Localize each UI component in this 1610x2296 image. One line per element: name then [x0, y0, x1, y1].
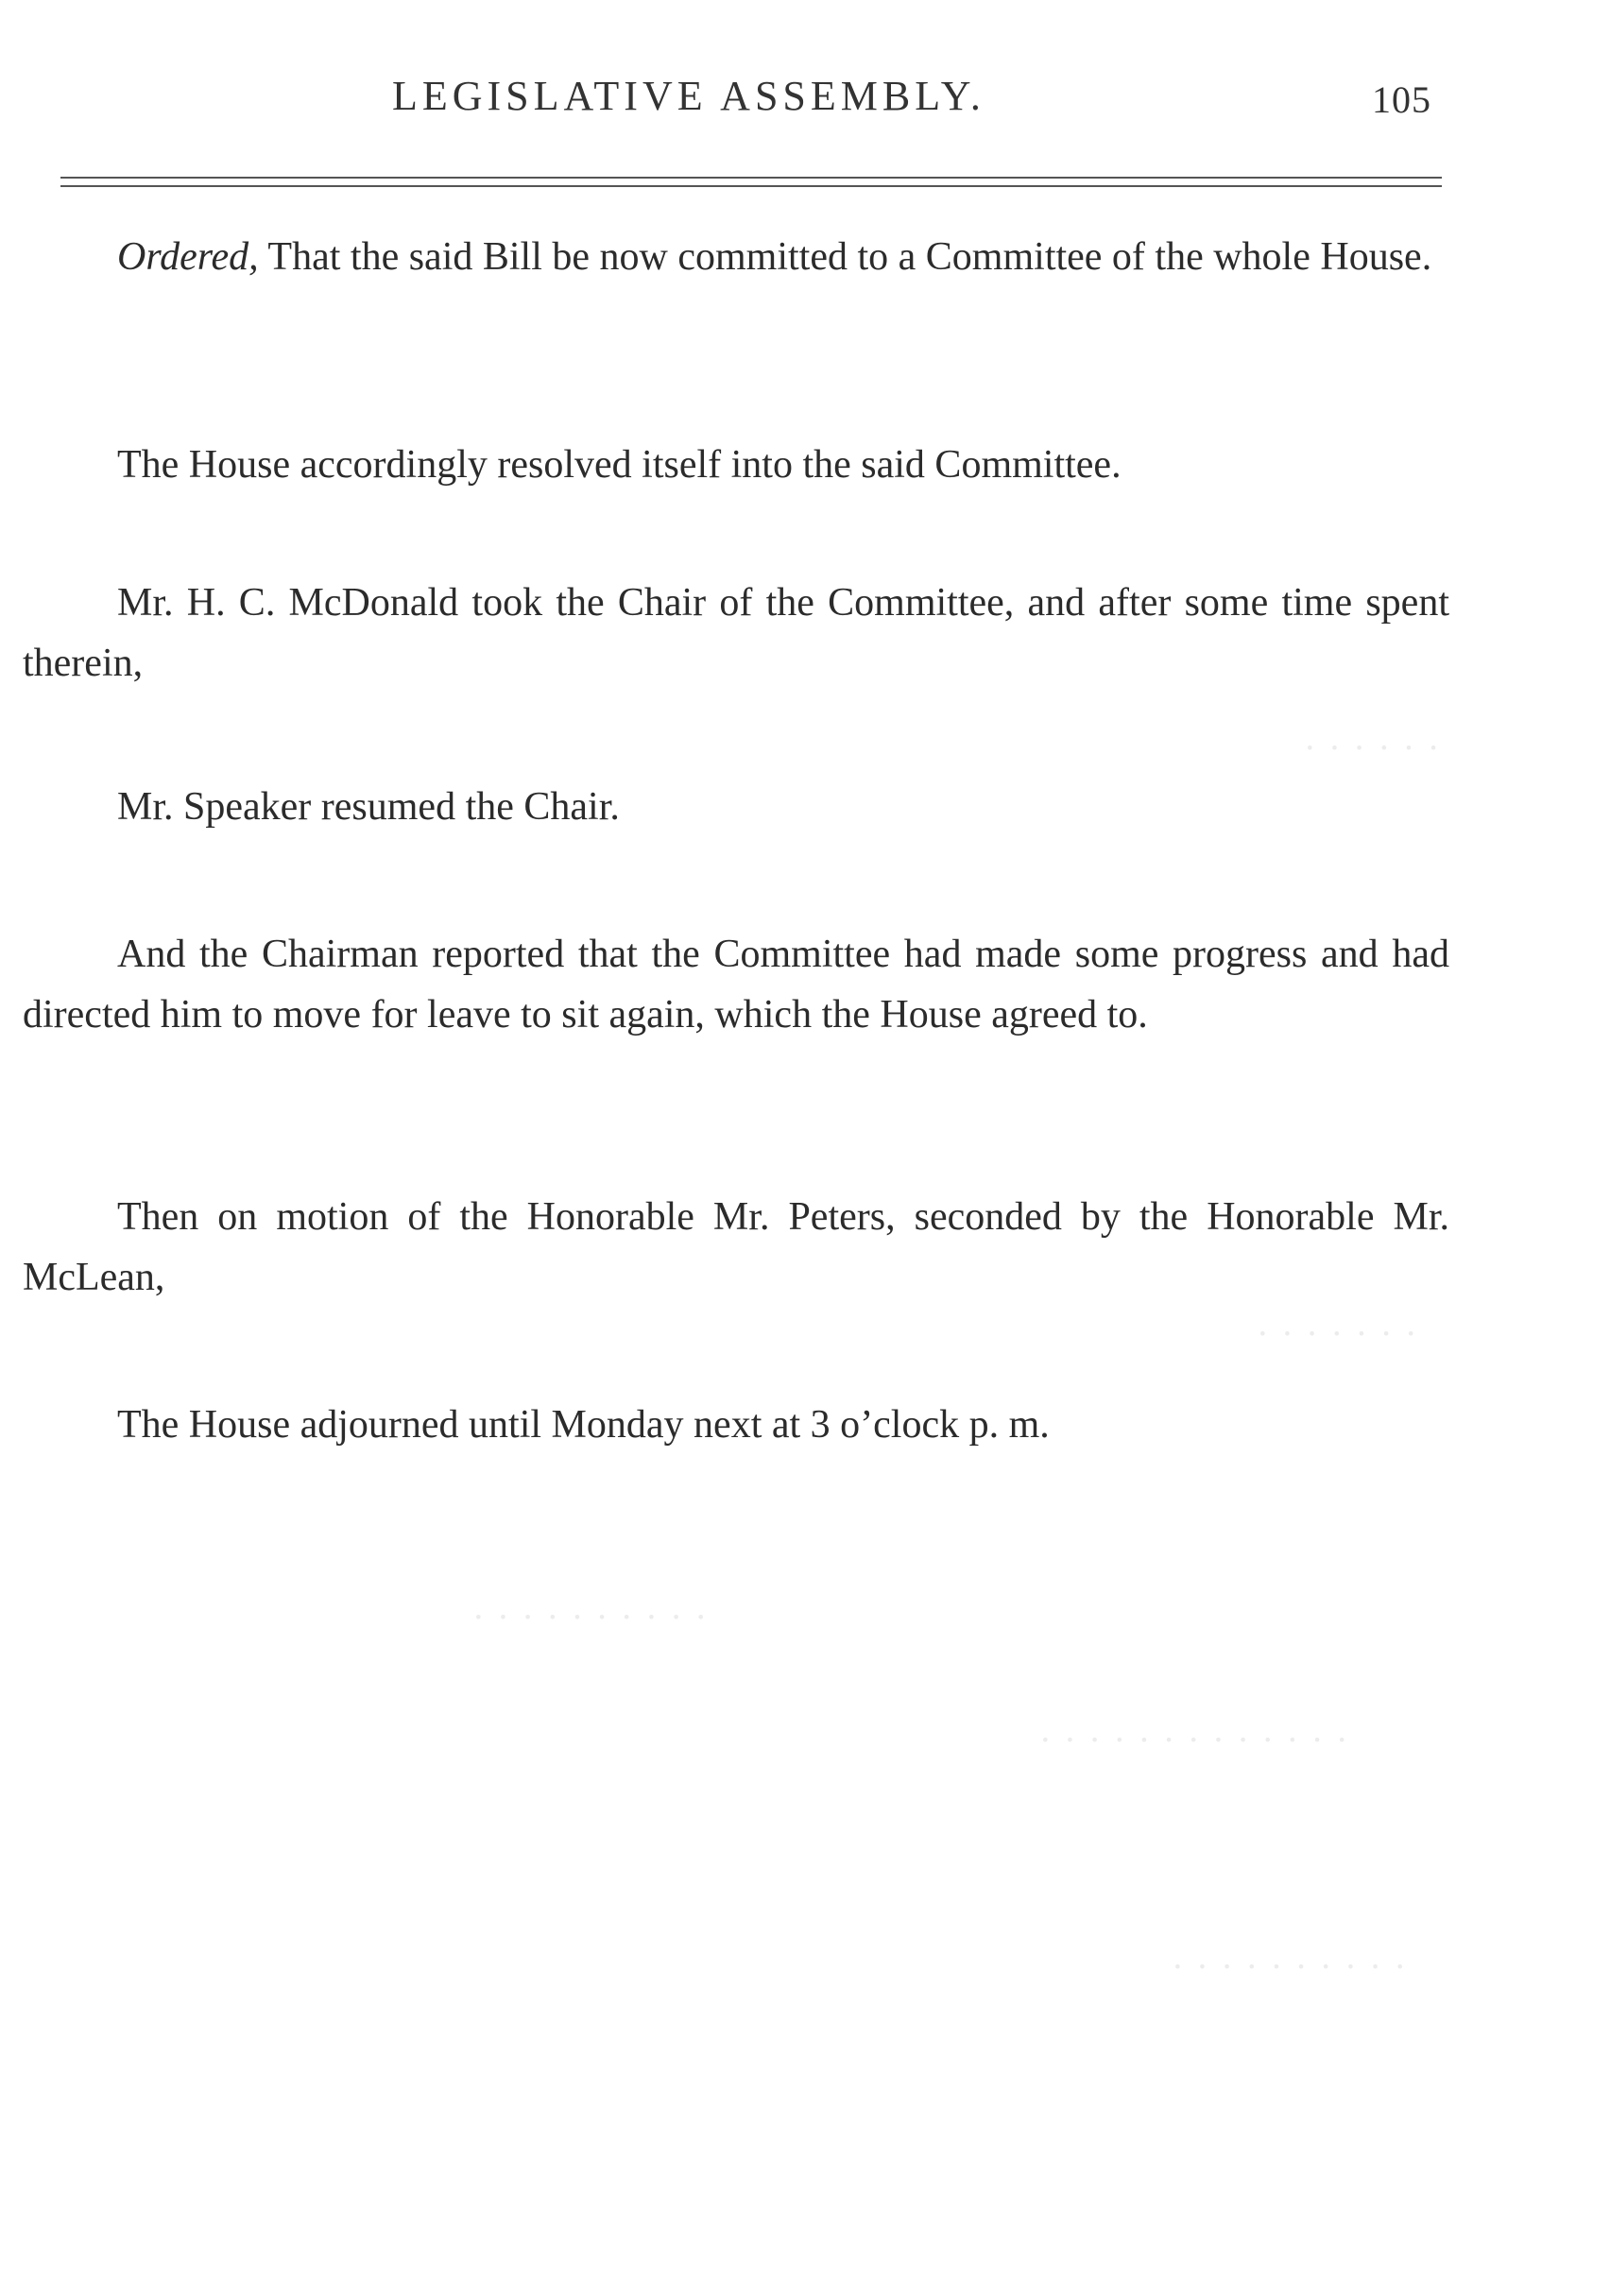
paragraph-adjourned: [23, 1395, 1449, 1455]
header-rule-top: [60, 177, 1442, 179]
show-through-decoration: · · · · · · · · · ·: [1172, 1947, 1409, 1987]
paragraph-chair-taken: [23, 573, 1449, 694]
paragraph-speaker-resumed: [23, 777, 1449, 837]
running-title: LEGISLATIVE ASSEMBLY.: [392, 73, 985, 119]
show-through-decoration: · · · · · · · · · · · · ·: [1039, 1721, 1350, 1760]
header-rule-bottom: [60, 185, 1442, 187]
paragraph-text: Then on motion of the Honorable Mr. Peters, seconded by the Honorable Mr. McLean,: [23, 1195, 1449, 1299]
paragraph-text: Mr. Speaker resumed the Chair.: [117, 785, 620, 829]
page-number: 105: [1372, 78, 1431, 121]
ordered-lead: Ordered,: [117, 235, 259, 279]
paragraph-committee-resolved: [23, 435, 1449, 495]
paragraph-text: The House accordingly resolved itself into the said Committee.: [117, 443, 1122, 487]
paragraph-motion: [23, 1187, 1449, 1308]
show-through-decoration: · · · · · · ·: [1257, 1314, 1419, 1354]
running-head: [0, 72, 1610, 129]
show-through-decoration: · · · · · ·: [1304, 728, 1442, 768]
paragraph-text: Mr. H. C. McDonald took the Chair of the Committee, and after some time spent therein,: [23, 581, 1449, 685]
paragraph-text: That the said Bill be now committed to a Committee of the whole House.: [258, 235, 1432, 279]
paragraph-chairman-reported: [23, 924, 1449, 1045]
paragraph-ordered: [23, 227, 1449, 287]
paragraph-text: And the Chairman reported that the Committee had made some progress and had directed him to move for leave to sit again, which the House agreed to.: [23, 933, 1449, 1037]
paragraph-text: The House adjourned until Monday next at 3 o’clock p. m.: [117, 1403, 1050, 1447]
show-through-decoration: · · · · · · · · · ·: [472, 1598, 710, 1637]
